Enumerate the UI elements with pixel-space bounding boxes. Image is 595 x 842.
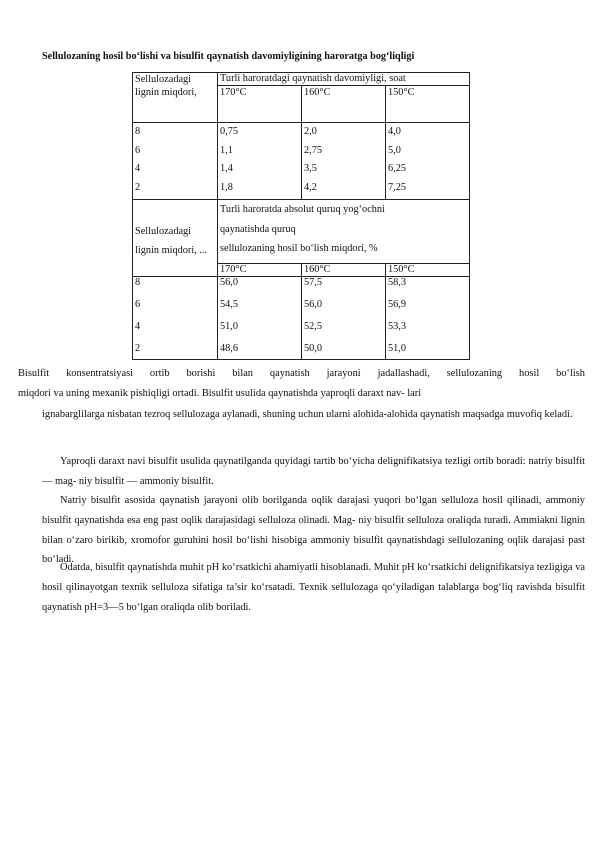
table-cell: 8: [135, 277, 141, 288]
paragraph-line: miqdori va uning mexanik pishiqligi ortadi. Bisulfit usulida qaynatishda yaproqli daraxt nav- lari: [18, 388, 422, 399]
col-header: 150°C: [386, 86, 470, 123]
table-cell: 1,8: [220, 181, 233, 193]
paragraph-line: Bisulfit konsentratsiyasi ortib borishi bilan qaynatish jarayoni jadallashadi, sellulozaning hosil bo‘lish: [18, 368, 585, 379]
table-cell: 2,0: [304, 126, 317, 137]
table-cell: 2,75: [304, 144, 323, 156]
table-cell: 58,3: [388, 277, 407, 288]
group-header-1: Turli haroratdagi qaynatish davomiyligi, soat: [218, 73, 470, 86]
table-cell: 56,0: [220, 277, 239, 288]
paragraph: Odatda, bisulfit qaynatishda muhit pH ko‘rsatkichi ahamiyatli hisoblanadi. Muhit pH ko‘rsatkichi delignifikatsiya tezligiga va hosil qilinayotgan texnik selluloza sifatiga ta’sir ko‘rsatadi. Texnik sellulozaga qo‘yiladigan talablarga bog‘liq ravishda bisulfit qaynatish pH=3—5 bo‘lgan oraliqda olib boriladi.: [42, 562, 585, 613]
table-cell: 5,0: [388, 144, 401, 156]
table-cell: 7,25: [388, 181, 407, 193]
table-cell: 51,0: [388, 343, 407, 354]
lignin-column: [133, 123, 218, 200]
col-header: 170°C: [218, 264, 302, 277]
table-cell: 6,25: [388, 163, 407, 174]
table-cell: 3,5: [304, 163, 317, 174]
table-cell: 57,5: [304, 277, 323, 288]
table-cell: 4: [135, 163, 141, 174]
group-header-line: sellulozaning hosil bo‘lish miqdori, %: [220, 243, 378, 254]
paragraph: Natriy bisulfit asosida qaynatish jarayoni olib borilganda oqlik darajasi yuqori bo‘lgan selluloza hosil qilinadi, ammoniy bisulfit qaynatishda esa eng past oqlik darajasidagi selluloza olinadi. Mag- niy bisulfit selluloza oraliqda turadi. Ammiakni lignin bilan o‘zaro birikib, xromofor guruhini hosil bo‘lishi hisobiga ammoniy bisulfit qaynatishdagi sellulozaning oqlik darajasi past bo‘ladi.: [42, 495, 585, 566]
table-cell: 2: [135, 343, 141, 354]
value-column: [302, 277, 386, 360]
value-column: [302, 123, 386, 200]
table-cell: 51,0: [220, 321, 239, 332]
table-cell: 1,4: [220, 163, 233, 174]
col-header: 160°C: [302, 264, 386, 277]
table-cell: 2: [135, 181, 141, 193]
table-cell: 6: [135, 299, 141, 310]
table-cell: 6: [135, 144, 141, 156]
table-cell: 1,1: [220, 144, 233, 156]
group-header-2: [218, 200, 470, 264]
col-header: 150°C: [386, 264, 470, 277]
table-cell: 56,0: [304, 299, 323, 310]
table-title: Sellulozaning hosil bo‘lishi va bisulfit qaynatish davomiyligining haroratga bog‘liqligi: [42, 51, 415, 62]
data-table: [132, 72, 470, 360]
row-header-2: Sellulozadagi lignin miqdori, ...: [133, 200, 218, 277]
group-header-line: qaynatishda quruq: [220, 223, 296, 235]
row-header-1: Sellulozadagi lignin miqdori,: [133, 73, 218, 123]
value-column: [386, 123, 470, 200]
table-cell: 0,75: [220, 126, 239, 137]
col-header: 160°C: [302, 86, 386, 123]
table-cell: 4,0: [388, 126, 401, 137]
group-header-line: Turli haroratda absolut quruq yog‘ochni: [220, 204, 385, 215]
table-cell: 54,5: [220, 299, 239, 310]
table-cell: 50,0: [304, 343, 323, 354]
paragraph: Yaproqli daraxt navi bisulfit usulida qaynatilganda quyidagi tartib bo‘yicha delignifikatsiya tezligi ortib boradi: natriy bisulfit — mag- niy bisulfit — ammoniy bisulfit.: [42, 456, 585, 487]
table-cell: 4: [135, 321, 141, 332]
value-column: [386, 277, 470, 360]
value-column: [218, 123, 302, 200]
table-cell: 52,5: [304, 321, 323, 332]
table-cell: 56,9: [388, 299, 407, 310]
table-cell: 48,6: [220, 343, 239, 354]
lignin-column: [133, 277, 218, 360]
table-cell: 8: [135, 126, 141, 137]
table-cell: 4,2: [304, 181, 317, 193]
table-cell: 53,3: [388, 321, 407, 332]
col-header: 170°C: [218, 86, 302, 123]
value-column: [218, 277, 302, 360]
paragraph: ignabarglilarga nisbatan tezroq sellulozaga aylanadi, shuning uchun ularni alohida-alohida qaynatish maqsadga muvofiq keladi.: [42, 409, 573, 420]
